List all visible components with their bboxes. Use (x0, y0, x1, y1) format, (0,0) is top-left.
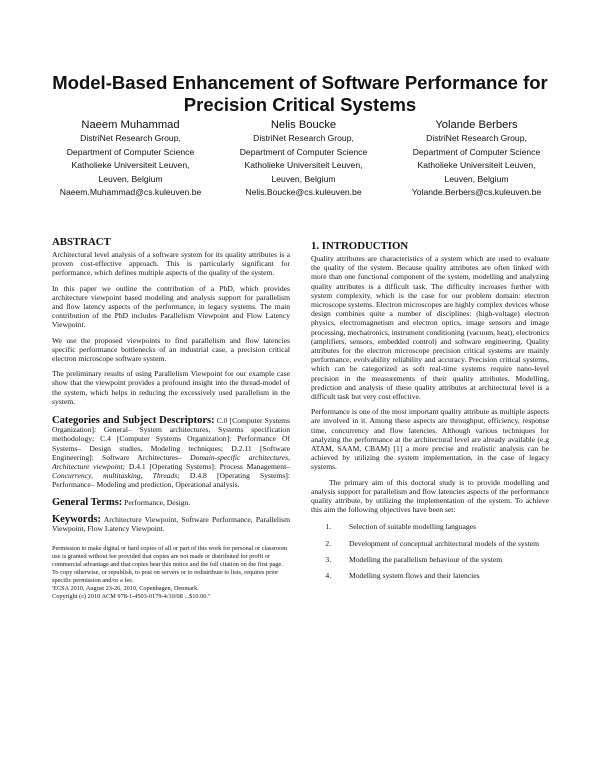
categories-text: D.4.1 [Operating Systems]: Process Management– (125, 462, 291, 472)
left-column (52, 236, 290, 601)
categories-italic: Concurrency, multitasking, Threads; (52, 471, 180, 481)
permission-notice (52, 545, 290, 601)
keywords-text: Architecture Viewpoint, Software Performance, Parallelism Viewpoint, Flow Latency Viewpoint. (52, 514, 290, 534)
abstract-paragraph: In this paper we outline the contribution of a PhD, which provides architecture viewpoint based modeling and analysis support for parallelism and flow latency aspects of the performance, in legacy systems. The main contribution of the PhD includes Parallelism Viewpoint and Flow Latency Viewpoint. (52, 283, 290, 330)
author-affiliation-line: DistriNet Research Group, (253, 133, 354, 143)
categories-heading: Categories and Subject Descriptors: (52, 415, 215, 427)
keywords-heading: Keywords: (52, 513, 101, 525)
author-name: Naeem Muhammad (81, 119, 180, 131)
list-item: 3. Modelling the parallelism behaviour of the system (333, 555, 549, 564)
author-1 (44, 118, 217, 200)
keywords-paragraph (52, 515, 290, 533)
introduction-paragraph: Quality attributes are characteristics of a system which are used to evaluate the quality of the system. Because quality attributes are often linked with more than one functional component of the system, modelling and analyzing quality attributes is a difficult task. The difficulty increases further with system complexity, which is the case for our problem domain: electron microscope systems. Electron microscopes are highly complex devices whose design combines quite a number of disciplines: (high-voltage) electron physics, electromagnetism and electron optics, image sensors and image processing, mechatronics, instrument conditioning (vacuum, heat), electronics (amplifiers, sensors, embedded control) and software engineering. Quality attributes for the electron microscope precision critical systems are mainly performance, evolvability reliability and accuracy. Precision critical systems, which can be categorized as soft real-time systems require nano-level precision in the measurements of their quality attributes. Modelling, prediction and analysis of these quality attributes at architectural level is a difficult task but very cost effective. (311, 254, 549, 402)
author-name: Nelis Boucke (270, 119, 337, 131)
general-terms-heading: General Terms: (52, 496, 123, 508)
author-affiliation-line: DistriNet Research Group, (80, 133, 181, 143)
list-item: 2. Development of conceptual architectural models of the system (333, 539, 549, 548)
author-affiliation-line: Katholieke Universiteit Leuven, (71, 160, 190, 170)
list-item: 4. Modelling system flows and their latencies (333, 571, 549, 580)
author-name: Yolande Berbers (435, 119, 518, 131)
introduction-paragraph: Performance is one of the most important quality attribute as multiple aspects are involved in it. Among these aspects are throughput, efficiency, response time, concurrency and flow latencies. Although various techniques for analyzing the performance at the architectural level are already available (e.g ATAM, SAAM, CBAM) [1] a more precise and realistic analysis can be achieved by utilizing the system implementation, in the case of legacy systems. (311, 407, 549, 472)
list-item: 1. Selection of suitable modelling languages (333, 522, 549, 531)
author-affiliation-line: Katholieke Universiteit Leuven, (417, 160, 536, 170)
abstract-paragraph: Architectural level analysis of a software system for its quality attributes is a proven cost-effective approach. This is particularly significant for performance, which defines multiple aspects of the quality of the system. (52, 250, 290, 278)
permission-text: Permission to make digital or hard copies of all or part of this work for personal or classroom use is granted without fee provided that copies are not made or distributed for profit or commercial advantage and that copies bear this notice and the full citation on the first page. To copy otherwise, or republish, to post on servers or to redistribute to lists, requires prior specific permission and/or a fee. (52, 545, 288, 585)
author-affiliation-line: Leuven, Belgium (444, 173, 509, 184)
author-affiliation-line: DistriNet Research Group, (426, 133, 527, 143)
introduction-heading: 1. INTRODUCTION (311, 240, 409, 252)
general-terms-text: Performance, Design. (122, 497, 191, 507)
general-terms-paragraph (52, 498, 290, 507)
objectives-list (311, 522, 549, 580)
author-affiliation-line: Department of Computer Science (66, 146, 195, 157)
categories-text: C.0 [Computer Systems Organization]: General– System architectures, Systems specification methodology; C.4 [Computer Systems Organization]: Performance Of Systems– Design studies, Modeling techniques; D.2.11 [Software Engineering]: Software Architectures– (52, 416, 290, 462)
abstract-paragraph: We use the proposed viewpoints to find parallelism and flow latencies specific performance bottlenecks of an industrial case, a precision critical electron microscope software system. (52, 335, 290, 364)
right-column (311, 236, 549, 587)
author-email: Yolande.Berbers@cs.kuleuven.be (411, 187, 542, 197)
author-email: Nelis.Boucke@cs.kuleuven.be (245, 187, 362, 197)
introduction-paragraph: The primary aim of this doctoral study is to provide modelling and analysis support for parallelism and flow latencies aspects of the performance quality attribute, by utilizing the implementation of the system. To achieve this aim the following objectives have been set: (311, 477, 549, 515)
author-affiliation-line: Department of Computer Science (412, 146, 541, 157)
categories-text: D.4.8 [Operating Systems]: Performance– Modeling and prediction, Operational analysis. (52, 471, 290, 490)
author-2 (217, 118, 390, 200)
author-email: Naeem.Muhammad@cs.kuleuven.be (59, 187, 202, 197)
categories-italic: Domain-specific architectures, Architecture viewpoint; (52, 452, 291, 472)
author-block (44, 118, 564, 200)
author-affiliation-line: Katholieke Universiteit Leuven, (244, 160, 363, 170)
paper-title: Model-Based Enhancement of Software Performance for Precision Critical Systems (52, 72, 548, 115)
author-affiliation-line: Department of Computer Science (239, 146, 368, 157)
conference-line: 'ECSA 2010, August 23-26, 2010, Copenhagen, Denmark. (52, 585, 199, 593)
author-affiliation-line: Leuven, Belgium (271, 173, 336, 184)
author-3 (390, 118, 563, 200)
author-affiliation-line: Leuven, Belgium (98, 173, 163, 184)
abstract-paragraph: The preliminary results of using Parallelism Viewpoint for our example case show that the viewpoint provides a profound insight into the thread-model of the system, which helps in reducing the excessively used parallelism in the system. (52, 369, 290, 406)
categories-paragraph (52, 416, 290, 490)
abstract-heading: ABSTRACT (52, 236, 111, 248)
copyright-line: Copyright (c) 2010 ACM 978-1-4503-0179-4/10/08 ...$10.00." (52, 593, 211, 601)
